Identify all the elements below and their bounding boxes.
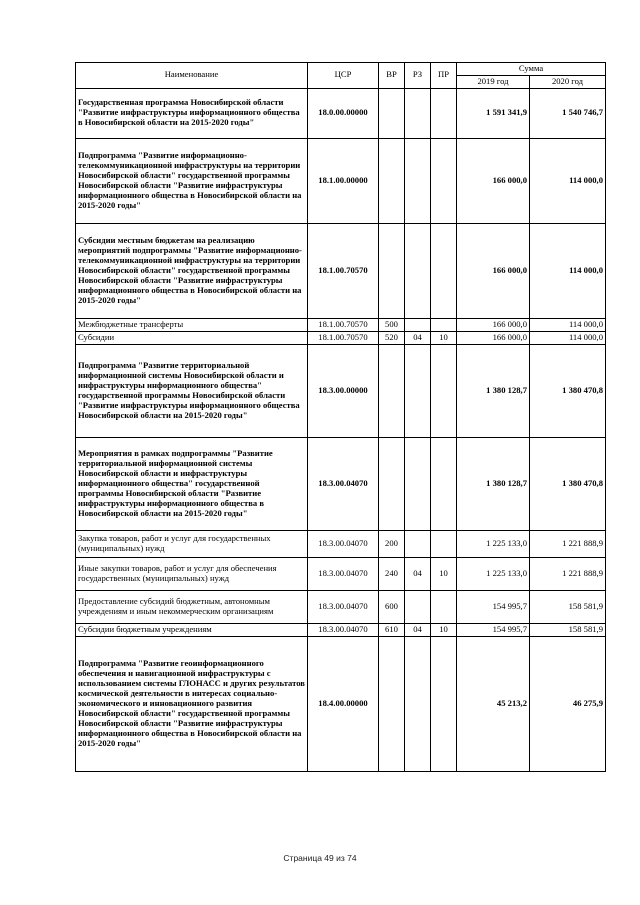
- cell-csr: 18.3.00.04070: [308, 530, 379, 557]
- cell-y2020: 1 221 888,9: [530, 530, 606, 557]
- cell-y2020: 1 380 470,8: [530, 344, 606, 437]
- cell-csr: 18.1.00.00000: [308, 138, 379, 223]
- cell-pr: 10: [431, 623, 457, 636]
- table-row: [76, 344, 606, 437]
- cell-rz: [405, 138, 431, 223]
- cell-csr: 18.3.00.04070: [308, 623, 379, 636]
- cell-y2019: 166 000,0: [457, 223, 530, 318]
- cell-y2019: 1 380 128,7: [457, 437, 530, 530]
- cell-y2019: 154 995,7: [457, 623, 530, 636]
- cell-y2020: 1 540 746,7: [530, 88, 606, 138]
- cell-y2020: 1 380 470,8: [530, 437, 606, 530]
- budget-table: [75, 62, 606, 772]
- cell-name: Подпрограмма "Развитие территориальной информационной системы Новосибирской области и инфраструктуры информационного общества" государственной программы Новосибирской области "Развитие инфраструктуры информационного общества Новосибирской области на 2015-2020 годы": [76, 344, 308, 437]
- cell-vr: [379, 344, 405, 437]
- cell-csr: 18.1.00.70570: [308, 318, 379, 331]
- cell-vr: [379, 88, 405, 138]
- cell-y2019: 154 995,7: [457, 590, 530, 623]
- cell-y2020: 1 221 888,9: [530, 557, 606, 590]
- cell-y2020: 158 581,9: [530, 590, 606, 623]
- cell-rz: [405, 318, 431, 331]
- cell-vr: 600: [379, 590, 405, 623]
- cell-y2020: 46 275,9: [530, 636, 606, 771]
- cell-y2020: 114 000,0: [530, 138, 606, 223]
- cell-csr: 18.1.00.70570: [308, 331, 379, 344]
- table-row: [76, 590, 606, 623]
- cell-csr: 18.3.00.04070: [308, 437, 379, 530]
- cell-name: Подпрограмма "Развитие геоинформационного обеспечения и навигационной инфраструктуры с использованием системы ГЛОНАСС и других результатов космической деятельности в интересах социально-экономического и инновационного развития Новосибирской области" государственной программы Новосибирской области "Развитие инфраструктуры информационного общества в Новосибирской области на 2015-2020 годы": [76, 636, 308, 771]
- cell-pr: 10: [431, 557, 457, 590]
- cell-y2020: 114 000,0: [530, 223, 606, 318]
- cell-pr: [431, 223, 457, 318]
- cell-pr: [431, 636, 457, 771]
- table-row: [76, 530, 606, 557]
- cell-vr: [379, 138, 405, 223]
- cell-pr: [431, 88, 457, 138]
- cell-pr: [431, 318, 457, 331]
- cell-rz: 04: [405, 623, 431, 636]
- header-rz: РЗ: [405, 63, 431, 89]
- header-pr: ПР: [431, 63, 457, 89]
- cell-name: Мероприятия в рамках подпрограммы "Развитие территориальной информационной системы Новосибирской области и инфраструктуры информационного общества" государственной программы Новосибирской области "Развитие инфраструктуры информационного общества в Новосибирской области на 2015-2020 годы": [76, 437, 308, 530]
- cell-name: Предоставление субсидий бюджетным, автономным учреждениям и иным некоммерческим организациям: [76, 590, 308, 623]
- header-row: [76, 63, 606, 76]
- cell-rz: [405, 437, 431, 530]
- cell-name: Закупка товаров, работ и услуг для государственных (муниципальных) нужд: [76, 530, 308, 557]
- cell-rz: [405, 344, 431, 437]
- cell-y2020: 158 581,9: [530, 623, 606, 636]
- header-2020: 2020 год: [530, 75, 606, 88]
- cell-y2019: 166 000,0: [457, 331, 530, 344]
- cell-rz: 04: [405, 557, 431, 590]
- table-row: [76, 318, 606, 331]
- cell-name: Иные закупки товаров, работ и услуг для обеспечения государственных (муниципальных) нужд: [76, 557, 308, 590]
- cell-y2020: 114 000,0: [530, 318, 606, 331]
- table-row: [76, 623, 606, 636]
- cell-csr: 18.1.00.70570: [308, 223, 379, 318]
- table-row: [76, 557, 606, 590]
- cell-pr: [431, 437, 457, 530]
- cell-csr: 18.3.00.04070: [308, 590, 379, 623]
- cell-rz: [405, 88, 431, 138]
- cell-y2019: 45 213,2: [457, 636, 530, 771]
- cell-pr: [431, 530, 457, 557]
- cell-pr: 10: [431, 331, 457, 344]
- table-row: [76, 88, 606, 138]
- cell-vr: 240: [379, 557, 405, 590]
- cell-vr: 520: [379, 331, 405, 344]
- header-name: Наименование: [76, 63, 308, 89]
- header-2019: 2019 год: [457, 75, 530, 88]
- cell-vr: [379, 636, 405, 771]
- cell-y2019: 166 000,0: [457, 318, 530, 331]
- cell-name: Субсидии бюджетным учреждениям: [76, 623, 308, 636]
- cell-y2019: 1 225 133,0: [457, 530, 530, 557]
- cell-pr: [431, 344, 457, 437]
- cell-name: Подпрограмма "Развитие информационно-телекоммуникационной инфраструктуры на территории Новосибирской области" государственной программы Новосибирской области "Развитие инфраструктуры информационного общества в Новосибирской области на 2015-2020 годы": [76, 138, 308, 223]
- cell-csr: 18.0.00.00000: [308, 88, 379, 138]
- cell-rz: [405, 590, 431, 623]
- header-vr: ВР: [379, 63, 405, 89]
- cell-y2019: 1 380 128,7: [457, 344, 530, 437]
- cell-rz: [405, 636, 431, 771]
- cell-csr: 18.4.00.00000: [308, 636, 379, 771]
- cell-vr: 610: [379, 623, 405, 636]
- table-row: [76, 437, 606, 530]
- cell-name: Субсидии местным бюджетам на реализацию мероприятий подпрограммы "Развитие информационно-телекоммуникационной инфраструктуры на территории Новосибирской области" государственной программы Новосибирской области "Развитие инфраструктуры информационного общества в Новосибирской области на 2015-2020 годы": [76, 223, 308, 318]
- cell-pr: [431, 590, 457, 623]
- cell-vr: [379, 437, 405, 530]
- header-sum: Сумма: [457, 63, 606, 76]
- cell-name: Государственная программа Новосибирской области "Развитие инфраструктуры информационного общества в Новосибирской области на 2015-2020 годы": [76, 88, 308, 138]
- cell-rz: [405, 223, 431, 318]
- table-row: [76, 331, 606, 344]
- cell-vr: [379, 223, 405, 318]
- table-row: [76, 138, 606, 223]
- cell-vr: 500: [379, 318, 405, 331]
- cell-y2019: 1 225 133,0: [457, 557, 530, 590]
- cell-rz: [405, 530, 431, 557]
- cell-pr: [431, 138, 457, 223]
- cell-rz: 04: [405, 331, 431, 344]
- table-row: [76, 636, 606, 771]
- table-row: [76, 223, 606, 318]
- header-csr: ЦСР: [308, 63, 379, 89]
- cell-vr: 200: [379, 530, 405, 557]
- cell-y2020: 114 000,0: [530, 331, 606, 344]
- cell-y2019: 1 591 341,9: [457, 88, 530, 138]
- cell-name: Субсидии: [76, 331, 308, 344]
- cell-name: Межбюджетные трансферты: [76, 318, 308, 331]
- cell-y2019: 166 000,0: [457, 138, 530, 223]
- cell-csr: 18.3.00.04070: [308, 557, 379, 590]
- cell-csr: 18.3.00.00000: [308, 344, 379, 437]
- page-number: Страница 49 из 74: [283, 853, 357, 863]
